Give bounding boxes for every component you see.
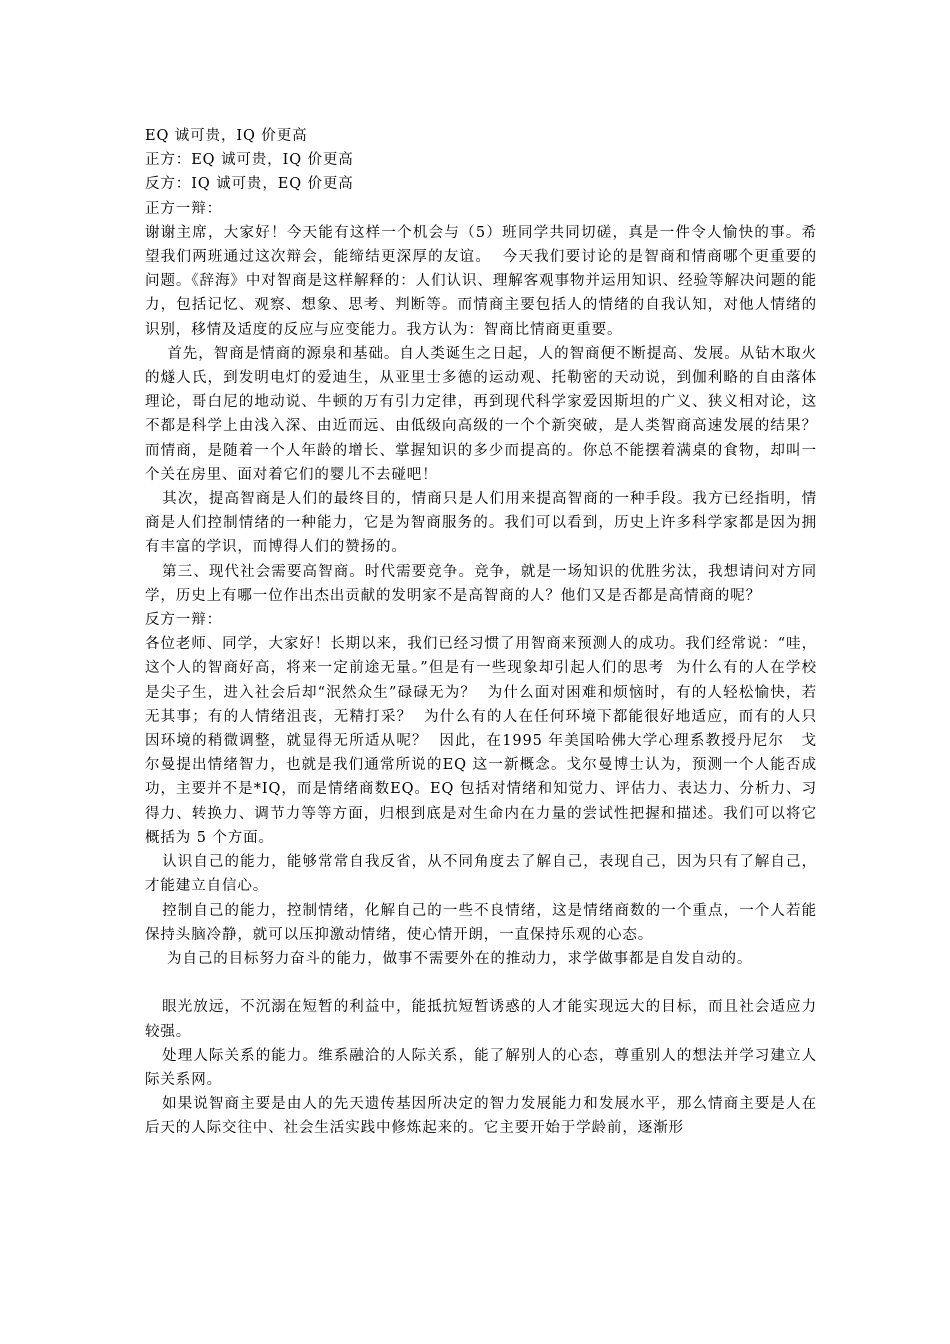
con-side-statement: 反方：IQ 诚可贵，EQ 价更高 <box>145 176 354 193</box>
con-paragraph-2: 认识自己的能力，能够常常自我反省，从不同角度去了解自己，表现自己，因为只有了解自己，才能建立自信心。 <box>145 854 818 895</box>
pro-paragraph-1: 谢谢主席，大家好！今天能有这样一个机会与（5）班同学共同切磋，真是一件令人愉快的事。希望我们两班通过这次辩会，能缔结更深厚的友谊。 今天我们要讨论的是智商和情商哪个更重要的问题。《辞海》中对智商是这样解释的：人们认识、理解客观事物并运用知识、经验等解决问题的能力，包括记忆、观察、想象、思考、判断等。而情商主要包括人的情绪的自我认知，对他人情绪的识别，移情及适度的反应与应变能力。我方认为：智商比情商更重要。 <box>145 224 817 338</box>
con-paragraph-1: 各位老师、同学，大家好！长期以来，我们已经习惯了用智商来预测人的成功。我们经常说：“哇，这个人的智商好高，将来一定前途无量。”但是有一些现象却引起人们的思考 为什么有的人在学校是尖子生，进入社会后却“泯然众生”碌碌无为？ 为什么面对困难和烦恼时，有的人轻松愉快，若无其事；有的人情绪沮丧，无精打采？ 为什么有的人在任何环境下都能很好地适应，而有的人只因环境的稍微调整，就显得无所适从呢？ 因此，在1995 年美国哈佛大学心理系教授丹尼尔 戈尔曼提出情绪智力，也就是我们通常所说的EQ 这一新概念。戈尔曼博士认为，预测一个人能否成功，主要并不是*IQ，而是情绪商数EQ。EQ 包括对情绪和知觉力、评估力、表达力、分析力、习得力、转换力、调节力等等方面，归根到底是对生命内在力量的尝试性把握和描述。我们可以将它概括为 5 个方面。 <box>145 636 817 846</box>
pro-side-statement: 正方：EQ 诚可贵，IQ 价更高 <box>145 152 354 169</box>
document-title: EQ 诚可贵，IQ 价更高 <box>145 128 308 144</box>
con-paragraph-7: 如果说智商主要是由人的先天遗传基因所决定的智力发展能力和发展水平，那么情商主要是人在后天的人际交往中、社会生活实践中修炼起来的。它主要开始于学龄前，逐渐形 <box>145 1096 818 1137</box>
pro-paragraph-3: 其次，提高智商是人们的最终目的，情商只是人们用来提高智商的一种手段。我方已经指明，情商是人们控制情绪的一种能力，它是为智商服务的。我们可以看到，历史上许多科学家都是因为拥有丰富的学识，而博得人们的赞扬的。 <box>145 491 818 556</box>
con-paragraph-5: 眼光放远，不沉溺在短暂的利益中，能抵抗短暂诱惑的人才能实现远大的目标，而且社会适应力较强。 <box>145 999 818 1040</box>
pro-first-speaker-heading: 正方一辩： <box>145 200 222 217</box>
con-first-speaker-heading: 反方一辩： <box>145 612 222 629</box>
pro-paragraph-4: 第三、现代社会需要高智商。时代需要竞争。竞争，就是一场知识的优胜劣汰，我想请问对方同学，历史上有哪一位作出杰出贡献的发明家不是高智商的人？他们又是否都是高情商的呢？ <box>145 563 818 604</box>
pro-paragraph-2: 首先，智商是情商的源泉和基础。自人类诞生之日起，人的智商便不断提高、发展。从钻木取火的燧人氏，到发明电灯的爱迪生，从亚里士多德的运动观、托勒密的天动说，到伽利略的自由落体理论，哥白尼的地动说、牛顿的万有引力定律，再到现代科学家爱因斯坦的广义、狭义相对论，这不都是科学上由浅入深、由近而远、由低级向高级的一个个新突破，是人类智商高速发展的结果？而情商，是随着一个人年龄的增长、掌握知识的多少而提高的。你总不能摆着满桌的食物，却叫一个关在房里、面对着它们的婴儿不去碰吧！ <box>145 345 817 483</box>
document-body <box>145 124 817 1141</box>
con-paragraph-4: 为自己的目标努力奋斗的能力，做事不需要外在的推动力，求学做事都是自发自动的。 <box>145 950 753 967</box>
con-paragraph-3: 控制自己的能力，控制情绪，化解自己的一些不良情绪，这是情绪商数的一个重点，一个人若能保持头脑冷静，就可以压抑激动情绪，使心情开朗，一直保持乐观的心态。 <box>145 902 818 943</box>
paragraph-spacer <box>145 971 817 995</box>
con-paragraph-6: 处理人际关系的能力。维系融洽的人际关系，能了解别人的心态，尊重别人的想法并学习建立人际关系网。 <box>145 1047 818 1088</box>
